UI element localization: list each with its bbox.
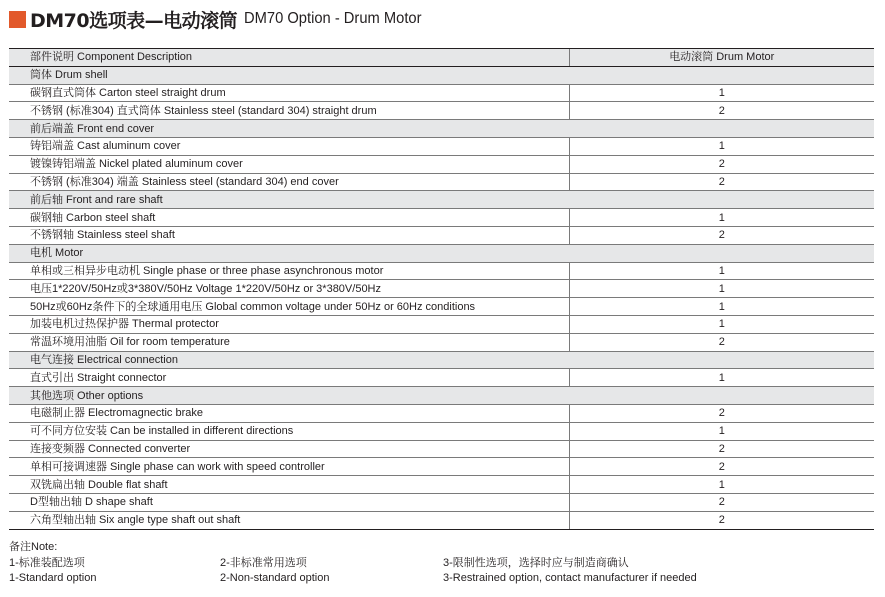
title-english: DM70 Option - Drum Motor — [244, 10, 422, 27]
option-value: 2 — [569, 226, 874, 244]
section-row — [9, 244, 874, 262]
table-row — [9, 280, 874, 298]
table-row — [9, 440, 874, 458]
component-label: 镀镍铸铝端盖 Nickel plated aluminum cover — [9, 155, 569, 173]
table-row — [9, 404, 874, 422]
option-value: 1 — [569, 262, 874, 280]
table-row — [9, 333, 874, 351]
section-label: 前后轴 Front and rare shaft — [9, 191, 874, 209]
component-label: 可不同方位安装 Can be installed in different directions — [9, 422, 569, 440]
title-accent-square — [9, 11, 26, 28]
note-item-2-cn: 2-非标准常用选项 — [220, 557, 307, 569]
option-value: 1 — [569, 422, 874, 440]
table-row — [9, 155, 874, 173]
table-row — [9, 476, 874, 494]
note-item-3-cn: 3-限制性选项，选择时应与制造商确认 — [443, 557, 629, 569]
option-value: 2 — [569, 102, 874, 120]
component-label: 50Hz或60Hz条件下的全球通用电压 Global common voltage under 50Hz or 60Hz conditions — [9, 298, 569, 316]
table-row — [9, 493, 874, 511]
component-label: 常温环境用油脂 Oil for room temperature — [9, 333, 569, 351]
component-label: 铸铝端盖 Cast aluminum cover — [9, 137, 569, 155]
option-value: 2 — [569, 458, 874, 476]
component-label: 双铣扁出轴 Double flat shaft — [9, 476, 569, 494]
component-label: 碳钢直式筒体 Carton steel straight drum — [9, 84, 569, 102]
component-label: D型轴出轴 D shape shaft — [9, 493, 569, 511]
table-row — [9, 298, 874, 316]
section-label: 前后端盖 Front end cover — [9, 120, 874, 138]
component-label: 不锈钢 (标准304) 端盖 Stainless steel (standard 304) end cover — [9, 173, 569, 191]
option-value: 2 — [569, 155, 874, 173]
table-row — [9, 173, 874, 191]
option-value: 2 — [569, 511, 874, 529]
option-value: 2 — [569, 440, 874, 458]
section-label: 电气连接 Electrical connection — [9, 351, 874, 369]
note-item-2 — [220, 556, 329, 586]
component-label: 单相或三相异步电动机 Single phase or three phase asynchronous motor — [9, 262, 569, 280]
header-component: 部件说明 Component Description — [9, 49, 569, 67]
component-label: 连接变频器 Connected converter — [9, 440, 569, 458]
note-item-2-en: 2-Non-standard option — [220, 572, 330, 584]
section-label: 筒体 Drum shell — [9, 66, 874, 84]
page-title — [9, 8, 437, 30]
table-row — [9, 84, 874, 102]
component-label: 电压1*220V/50Hz或3*380V/50Hz Voltage 1*220V/50Hz or 3*380V/50Hz — [9, 280, 569, 298]
section-row — [9, 351, 874, 369]
section-row — [9, 120, 874, 138]
table-header-row — [9, 49, 874, 67]
notes-heading: 备注Note: — [9, 541, 58, 553]
table-row — [9, 226, 874, 244]
option-table — [9, 48, 874, 530]
option-value: 2 — [569, 493, 874, 511]
option-value: 1 — [569, 84, 874, 102]
table-row — [9, 209, 874, 227]
section-label: 其他选项 Other options — [9, 387, 874, 405]
option-value: 1 — [569, 209, 874, 227]
table-row — [9, 511, 874, 529]
component-label: 不锈钢轴 Stainless steel shaft — [9, 226, 569, 244]
title-chinese: DM70选项表—电动滚筒 — [30, 9, 238, 32]
note-item-1 — [9, 556, 96, 586]
option-value: 2 — [569, 404, 874, 422]
option-value: 1 — [569, 315, 874, 333]
component-label: 加装电机过热保护器 Thermal protector — [9, 315, 569, 333]
component-label: 不锈钢 (标准304) 直式筒体 Stainless steel (standard 304) straight drum — [9, 102, 569, 120]
header-drum-motor: 电动滚筒 Drum Motor — [569, 49, 874, 67]
table-row — [9, 262, 874, 280]
section-row — [9, 66, 874, 84]
table-row — [9, 369, 874, 387]
component-label: 六角型轴出轴 Six angle type shaft out shaft — [9, 511, 569, 529]
component-label: 单相可接调速器 Single phase can work with speed controller — [9, 458, 569, 476]
section-label: 电机 Motor — [9, 244, 874, 262]
table-row — [9, 458, 874, 476]
option-value: 1 — [569, 369, 874, 387]
note-item-3 — [443, 556, 697, 586]
option-value: 2 — [569, 333, 874, 351]
table-row — [9, 315, 874, 333]
option-value: 1 — [569, 137, 874, 155]
option-value: 1 — [569, 298, 874, 316]
option-value: 2 — [569, 173, 874, 191]
table-row — [9, 102, 874, 120]
note-item-3-en: 3-Restrained option, contact manufacturer if needed — [443, 572, 697, 584]
component-label: 直式引出 Straight connector — [9, 369, 569, 387]
note-item-1-cn: 1-标准装配选项 — [9, 557, 85, 569]
table-row — [9, 137, 874, 155]
section-row — [9, 387, 874, 405]
section-row — [9, 191, 874, 209]
table-body — [9, 66, 874, 529]
option-value: 1 — [569, 476, 874, 494]
option-value: 1 — [569, 280, 874, 298]
component-label: 电磁制止器 Electromagnectic brake — [9, 404, 569, 422]
note-item-1-en: 1-Standard option — [9, 572, 97, 584]
component-label: 碳钢轴 Carbon steel shaft — [9, 209, 569, 227]
table-row — [9, 422, 874, 440]
